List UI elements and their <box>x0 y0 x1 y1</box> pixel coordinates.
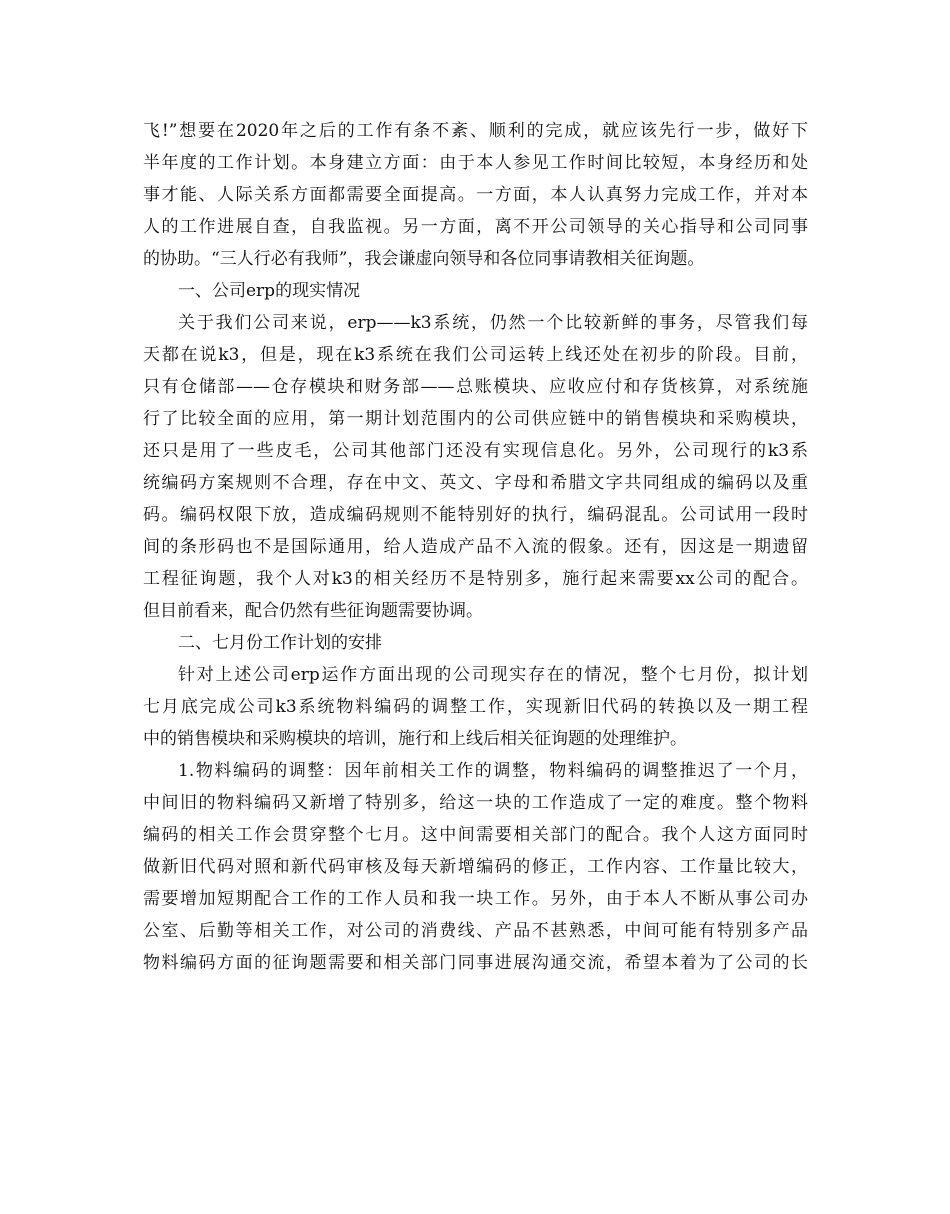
text-line: 行了比较全面的应用，第一期计划范围内的公司供应链中的销售模块和采购模块， <box>143 409 808 429</box>
section-heading-july-plan <box>143 627 808 659</box>
paragraph-material-coding <box>143 755 808 979</box>
text-line: 1.物料编码的调整：因年前相关工作的调整，物料编码的调整推迟了一个月， <box>178 761 808 781</box>
text-line: 事才能、人际关系方面都需要全面提高。一方面，本人认真努力完成工作，并对本 <box>143 185 808 205</box>
text-line: 人的工作进展自查，自我监视。另一方面，离不开公司领导的关心指导和公司同事 <box>143 217 808 237</box>
text-line: 半年度的工作计划。本身建立方面：由于本人参见工作时间比较短，本身经历和处 <box>143 153 808 173</box>
heading-text: 一、公司erp的现实情况 <box>178 281 361 301</box>
text-line: 工程征询题，我个人对k3的相关经历不是特别多，施行起来需要xx公司的配合。 <box>143 569 808 589</box>
text-line: 码。编码权限下放，造成编码规则不能特别好的执行，编码混乱。公司试用一段时 <box>143 505 808 525</box>
paragraph-july-plan <box>143 659 808 755</box>
paragraph-intro-continuation <box>143 115 808 275</box>
paragraph-erp-status <box>143 307 808 627</box>
text-line: 的协助。“三人行必有我师”，我会谦虚向领导和各位同事请教相关征询题。 <box>143 249 705 269</box>
text-line: 需要增加短期配合工作的工作人员和我一块工作。另外，由于本人不断从事公司办 <box>143 889 808 909</box>
section-heading-erp-status <box>143 275 808 307</box>
text-line: 针对上述公司erp运作方面出现的公司现实存在的情况，整个七月份，拟计划 <box>178 665 808 685</box>
text-line: 还只是用了一些皮毛，公司其他部门还没有实现信息化。另外，公司现行的k3系 <box>143 441 808 461</box>
text-line: 中间旧的物料编码又新增了特别多，给这一块的工作造成了一定的难度。整个物料 <box>143 793 808 813</box>
text-line: 但目前看来，配合仍然有些征询题需要协调。 <box>143 601 483 621</box>
heading-text: 二、七月份工作计划的安排 <box>178 633 382 653</box>
text-line: 统编码方案规则不合理，存在中文、英文、字母和希腊文字共同组成的编码以及重 <box>143 473 808 493</box>
text-line: 关于我们公司来说，erp——k3系统，仍然一个比较新鲜的事务，尽管我们每 <box>178 313 808 333</box>
text-line: 公室、后勤等相关工作，对公司的消费线、产品不甚熟悉，中间可能有特别多产品 <box>143 921 808 941</box>
text-line: 飞!”想要在2020年之后的工作有条不紊、顺利的完成，就应该先行一步，做好下 <box>143 121 808 141</box>
text-line: 天都在说k3，但是，现在k3系统在我们公司运转上线还处在初步的阶段。目前， <box>143 345 808 365</box>
document-body <box>143 115 808 979</box>
text-line: 只有仓储部——仓存模块和财务部——总账模块、应收应付和存货核算，对系统施 <box>143 377 808 397</box>
text-line: 物料编码方面的征询题需要和相关部门同事进展沟通交流，希望本着为了公司的长 <box>143 953 808 973</box>
text-line: 做新旧代码对照和新代码审核及每天新增编码的修正，工作内容、工作量比较大， <box>143 857 808 877</box>
text-line: 中的销售模块和采购模块的培训，施行和上线后相关征询题的处理维护。 <box>143 729 687 749</box>
text-line: 编码的相关工作会贯穿整个七月。这中间需要相关部门的配合。我个人这方面同时 <box>143 825 808 845</box>
text-line: 七月底完成公司k3系统物料编码的调整工作，实现新旧代码的转换以及一期工程 <box>143 697 808 717</box>
text-line: 间的条形码也不是国际通用，给人造成产品不入流的假象。还有，因这是一期遗留 <box>143 537 808 557</box>
